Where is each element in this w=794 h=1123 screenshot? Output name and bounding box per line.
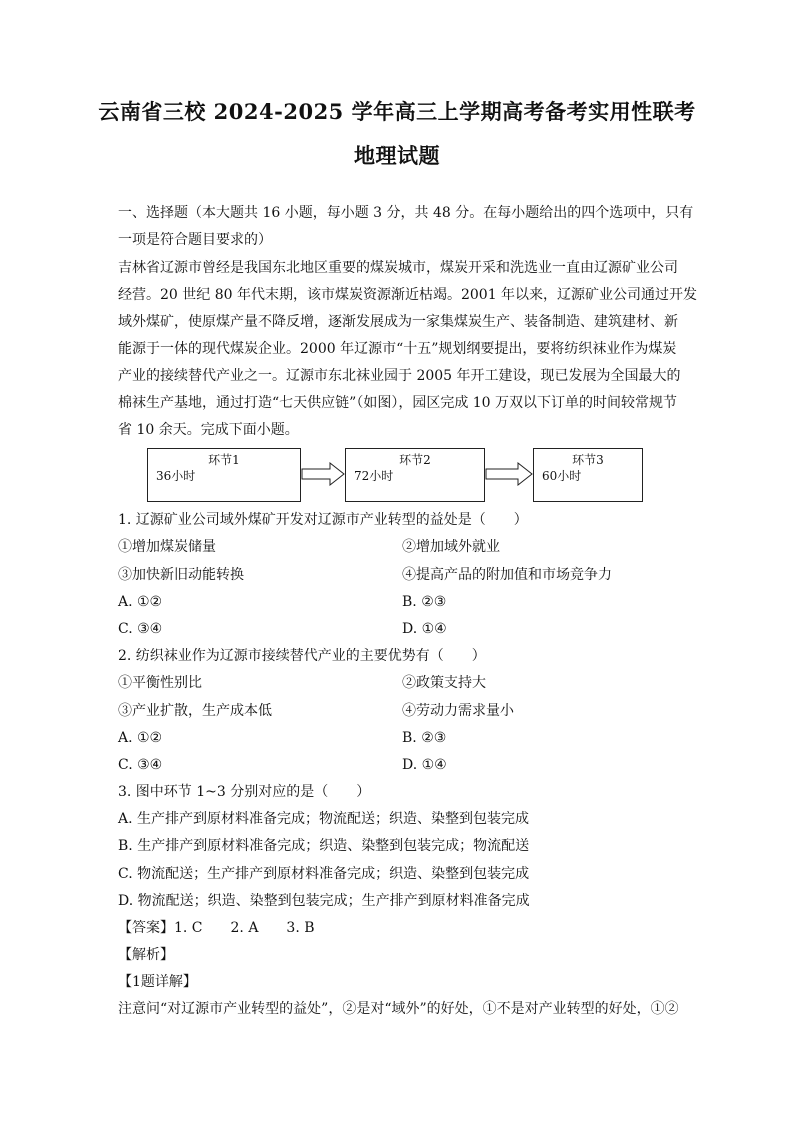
answer-option: C. ③④ [118,621,163,637]
page-title: 云南省三校 2024-2025 学年高三上学期高考备考实用性联考 [98,99,696,124]
arrow-right-icon [301,462,345,486]
answer-option: B. ②③ [402,730,447,746]
passage-line: 省 10 余天。完成下面小题。 [118,422,299,438]
page-subtitle: 地理试题 [354,143,440,168]
answer-option: C. 物流配送；生产排产到原材料准备完成；织造、染整到包装完成 [118,866,530,882]
answer-option: C. ③④ [118,757,163,773]
answer-option: D. ①④ [402,621,447,637]
passage-line: 域外煤矿，使原煤产量不降反增，逐渐发展成为一家集煤炭生产、装备制造、建筑建材、新 [118,314,678,330]
statement-item: ③加快新旧动能转换 [118,567,244,583]
detail-heading: 【1题详解】 [118,974,197,990]
statement-item: ①增加煤炭储量 [118,539,216,555]
answer-option: D. ①④ [402,757,447,773]
answer-key: 【答案】1. C 2. A 3. B [118,920,315,936]
flow-step-1 [147,448,301,502]
flow-step-title: 环节2 [399,453,431,467]
statement-item: ③产业扩散，生产成本低 [118,703,272,719]
section-heading-cont: 一项是符合题目要求的） [118,232,272,248]
answer-option: B. 生产排产到原材料准备完成；织造、染整到包装完成；物流配送 [118,838,530,854]
section-heading: 一、选择题（本大题共 16 小题，每小题 3 分，共 48 分。在每小题给出的四个选项中，只有 [118,205,694,221]
flow-step-duration: 72小时 [354,469,394,483]
passage-line: 吉林省辽源市曾经是我国东北地区重要的煤炭城市，煤炭开采和洗选业一直由辽源矿业公司 [118,260,678,276]
passage-line: 棉袜生产基地，通过打造“七天供应链”（如图），园区完成 10 万双以下订单的时间较常规节 [118,395,678,411]
statement-item: ②政策支持大 [402,675,486,691]
passage-line: 能源于一体的现代煤炭企业。2000 年辽源市“十五”规划纲要提出，要将纺织袜业作为煤炭 [118,341,677,357]
flow-step-duration: 60小时 [542,469,582,483]
answer-option: B. ②③ [402,594,447,610]
explanation-text: 注意问“对辽源市产业转型的益处”，②是对“域外”的好处，①不是对产业转型的好处，①② [118,1001,679,1017]
statement-item: ①平衡性别比 [118,675,202,691]
analysis-heading: 【解析】 [118,947,174,963]
passage-line: 经营。20 世纪 80 年代末期，该市煤炭资源渐近枯竭。2001 年以来，辽源矿业公司通过开发 [118,287,698,303]
arrow-right-icon [485,462,533,486]
flow-step-2 [345,448,485,502]
passage-line: 产业的接续替代产业之一。辽源市东北袜业园于 2005 年开工建设，现已发展为全国最大的 [118,368,681,384]
question-stem: 3. 图中环节 1~3 分别对应的是（ ） [118,784,371,800]
statement-item: ④提高产品的附加值和市场竞争力 [402,567,612,583]
answer-option: A. ①② [118,594,163,610]
flow-step-duration: 36小时 [156,469,196,483]
flow-step-title: 环节1 [208,453,240,467]
answer-option: A. 生产排产到原材料准备完成；物流配送；织造、染整到包装完成 [118,811,530,827]
flow-step-title: 环节3 [572,453,604,467]
question-stem: 1. 辽源矿业公司域外煤矿开发对辽源市产业转型的益处是（ ） [118,512,528,528]
answer-option: D. 物流配送；织造、染整到包装完成；生产排产到原材料准备完成 [118,893,530,909]
question-stem: 2. 纺织袜业作为辽源市接续替代产业的主要优势有（ ） [118,648,486,664]
flow-step-3 [533,448,643,502]
statement-item: ④劳动力需求量小 [402,703,514,719]
statement-item: ②增加域外就业 [402,539,500,555]
answer-option: A. ①② [118,730,163,746]
